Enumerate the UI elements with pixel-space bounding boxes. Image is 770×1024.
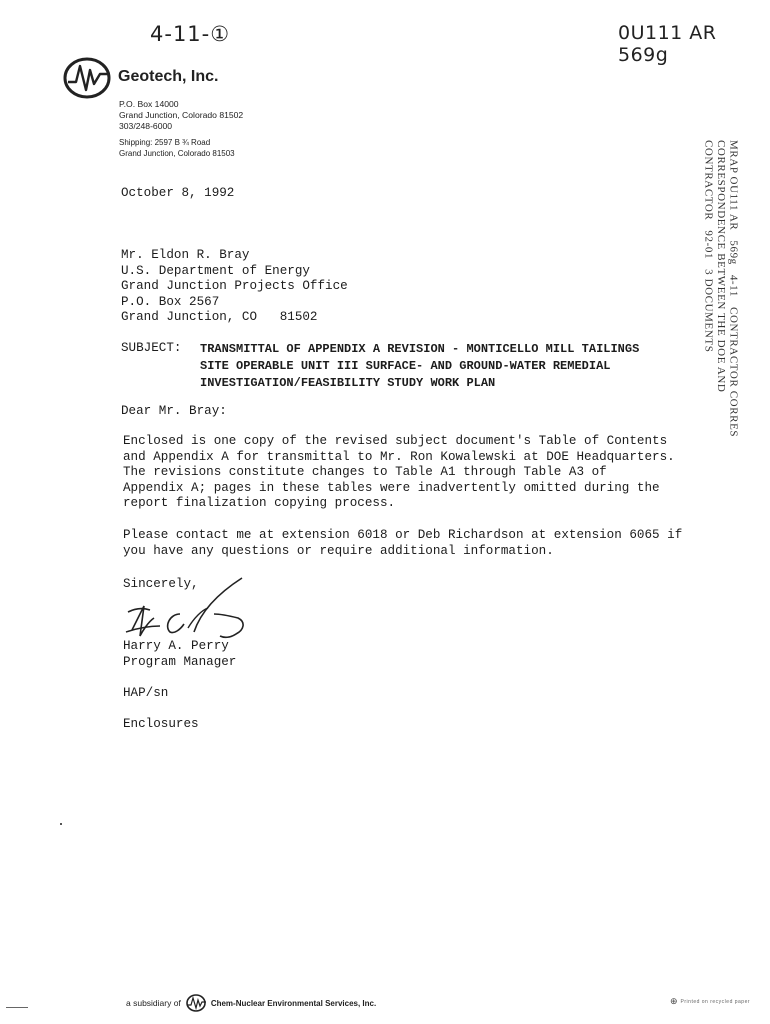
signer-block [123,639,236,670]
recipient-line: Mr. Eldon R. Bray [121,248,250,262]
initials: HAP/sn [123,686,169,700]
handwritten-document-number: 4-11-① [150,22,231,46]
footer-subsidiary [126,994,376,1012]
subject-line: INVESTIGATION/FEASIBILITY STUDY WORK PLAN [200,376,496,390]
shipping-address: Shipping: 2597 B ¾ Road [119,138,211,147]
scan-mark [6,1007,28,1008]
signer-title: Program Manager [123,654,237,669]
po-box: P.O. Box 14000 [119,99,179,109]
paragraph-1 [123,434,675,512]
city-line: Grand Junction, Colorado 81502 [119,110,244,120]
paragraph-line: Enclosed is one copy of the revised subject document's Table of Contents [123,434,668,448]
shipping-city: Grand Junction, Colorado 81503 [119,148,235,158]
recipient-line: Grand Junction, CO 81502 [121,310,318,324]
scan-mark [60,823,62,825]
paragraph-line: you have any questions or require additional information. [123,543,554,558]
footer-parent: Chem-Nuclear Environmental Services, Inc. [210,998,377,1008]
phone: 303/248-6000 [119,121,173,131]
side-file-note [702,140,740,437]
paragraph-line: and Appendix A for transmittal to Mr. Ron Kowalewski at DOE Headquarters. [123,449,675,464]
recipient-line: P.O. Box 2567 [121,294,220,309]
paragraph-line: Please contact me at extension 6018 or Deb Richardson at extension 6065 if [123,528,683,542]
recipient-line: U.S. Department of Energy [121,263,310,278]
subject-label: SUBJECT: [121,341,182,355]
recipient-address [121,248,348,326]
paragraph-line: The revisions constitute changes to Table A1 through Table A3 of [123,465,607,479]
side-note-line-3: CONTRACTOR 92-01 3 DOCUMENTS [702,140,715,353]
subject-line: SITE OPERABLE UNIT III SURFACE- AND GROUND-WATER REMEDIAL [200,359,611,373]
side-note-line-1: MRAP OU111 AR 569g 4-11 CONTRACTOR CORRES [727,140,740,438]
closing: Sincerely, [123,577,199,591]
company-name: Geotech, Inc. [118,68,219,85]
enclosures: Enclosures [123,717,199,731]
recycled-text: Printed on recycled paper [680,998,751,1005]
subject-line: TRANSMITTAL OF APPENDIX A REVISION - MONTICELLO MILL TAILINGS [200,342,640,356]
letter-date: October 8, 1992 [121,186,235,200]
handwritten-file-code: 0U111 AR 569g [618,22,717,66]
paragraph-line: report finalization copying process. [123,496,396,510]
recycle-icon: ⊕ [670,996,678,1006]
paragraph-line: Appendix A; pages in these tables were inadvertently omitted during the [123,480,660,495]
letterhead-address [119,99,243,159]
footer-prefix: a subsidiary of [126,998,181,1008]
recipient-line: Grand Junction Projects Office [121,279,348,293]
chem-nuclear-logo-icon [185,994,207,1012]
salutation: Dear Mr. Bray: [121,404,227,418]
signer-name: Harry A. Perry [123,639,229,653]
subject-text [200,341,639,392]
paragraph-2 [123,528,682,559]
geotech-logo-icon [62,56,116,100]
side-note-line-2: CORRESPONDENCE BETWEEN THE DOE AND [715,140,727,393]
recycled-note [670,996,750,1007]
